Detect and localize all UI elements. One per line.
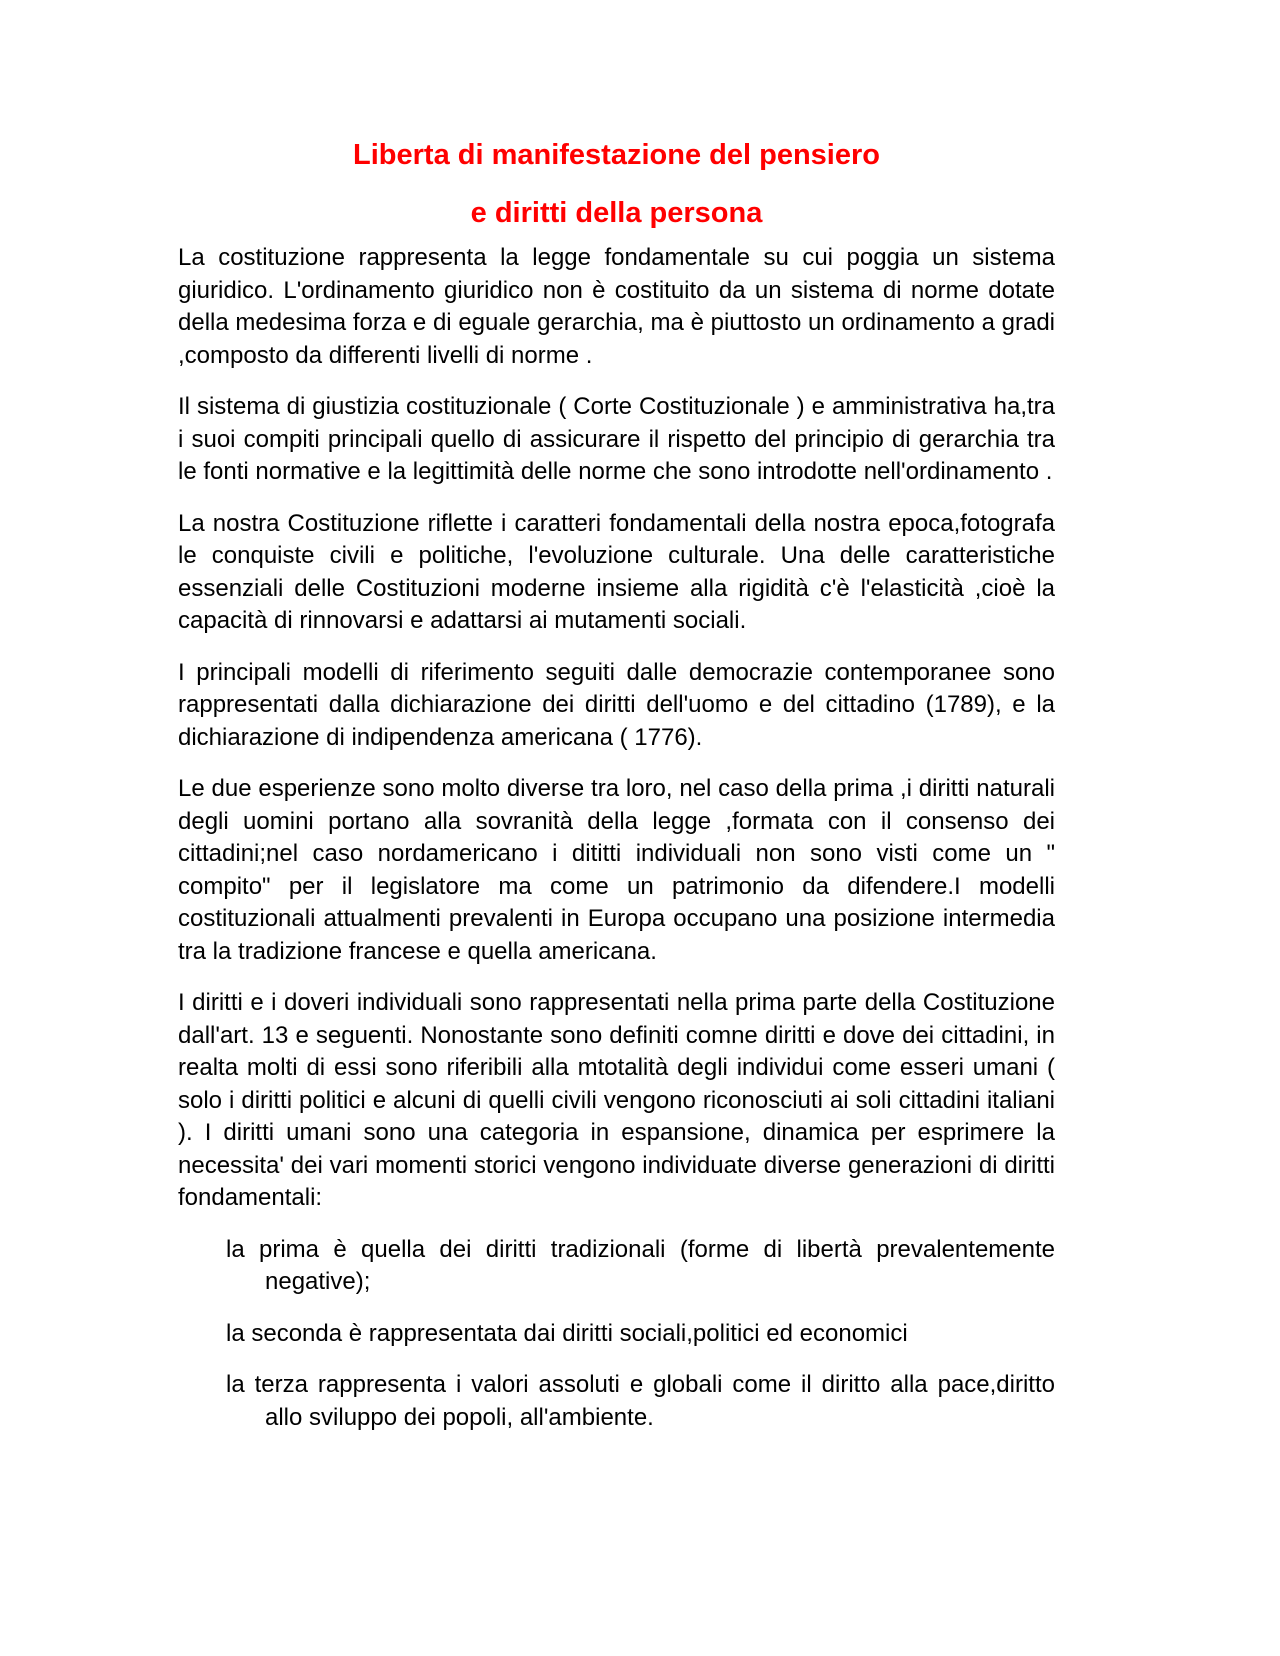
paragraph-diritti-doveri-individuali: I diritti e i doveri individuali sono rappresentati nella prima parte della Costituzione dall'art. 13 e seguenti. Nonostante sono definiti comne diritti e dove dei cittadini, in realta molti di essi sono riferibili alla mtotalità degli individui come esseri umani ( solo i diritti politici e alcuni di quelli civili vengono riconosciuti ai soli cittadini italiani ). I diritti umani sono una categoria in espansione, dinamica per esprimere la necessita' dei vari momenti storici vengono individuate diverse generazioni di diritti fondamentali: <box>178 989 1055 1211</box>
generazioni-diritti-list <box>178 1234 1055 1435</box>
title-line-1: Liberta di manifestazione del pensiero <box>353 139 880 171</box>
document-content <box>178 0 1055 1434</box>
paragraph-costituzione-legge-fondamentale: La costituzione rappresenta la legge fondamentale su cui poggia un sistema giuridico. L'ordinamento giuridico non è costituito da un sistema di norme dotate della medesima forza e di eguale gerarchia, ma è piuttosto un ordinamento a gradi ,composto da differenti livelli di norme . <box>178 244 1055 369</box>
title-line-2: e diritti della persona <box>470 197 763 229</box>
paragraph-due-esperienze: Le due esperienze sono molto diverse tra loro, nel caso della prima ,i diritti naturali degli uomini portano alla sovranità della legge ,formata con il consenso dei cittadini;nel caso nordamericano i dititti individuali non sono visti come un " compito" per il legislatore ma come un patrimonio da difendere.I modelli costituzionali attualmenti prevalenti in Europa occupano una posizione intermedia tra la tradizione francese e quella americana. <box>178 775 1055 965</box>
paragraph-sistema-giustizia-costituzionale: Il sistema di giustizia costituzionale ( Corte Costituzionale ) e amministrativa ha,tra i suoi compiti principali quello di assicurare il rispetto del principio di gerarchia tra le fonti normative e la legittimità delle norme che sono introdotte nell'ordinamento . <box>178 393 1055 485</box>
list-item-seconda-generazione: la seconda è rappresentata dai diritti sociali,politici ed economici <box>226 1319 908 1347</box>
paragraph-costituzione-riflette-epoca: La nostra Costituzione riflette i caratteri fondamentali della nostra epoca,fotografa le conquiste civili e politiche, l'evoluzione culturale. Una delle caratteristiche essenziali delle Costituzioni moderne insieme alla rigidità c'è l'elasticità ,cioè la capacità di rinnovarsi e adattarsi ai mutamenti sociali. <box>178 509 1055 634</box>
list-item-terza-generazione: la terza rappresenta i valori assoluti e globali come il diritto alla pace,diritto allo sviluppo dei popoli, all'ambiente. <box>226 1371 1055 1431</box>
document-title <box>178 141 1055 228</box>
paragraph-modelli-riferimento: I principali modelli di riferimento seguiti dalle democrazie contemporanee sono rappresentati dalla dichiarazione dei diritti dell'uomo e del cittadino (1789), e la dichiarazione di indipendenza americana ( 1776). <box>178 658 1055 751</box>
list-item-prima-generazione: la prima è quella dei diritti tradizionali (forme di libertà prevalentemente negative); <box>226 1235 1055 1295</box>
